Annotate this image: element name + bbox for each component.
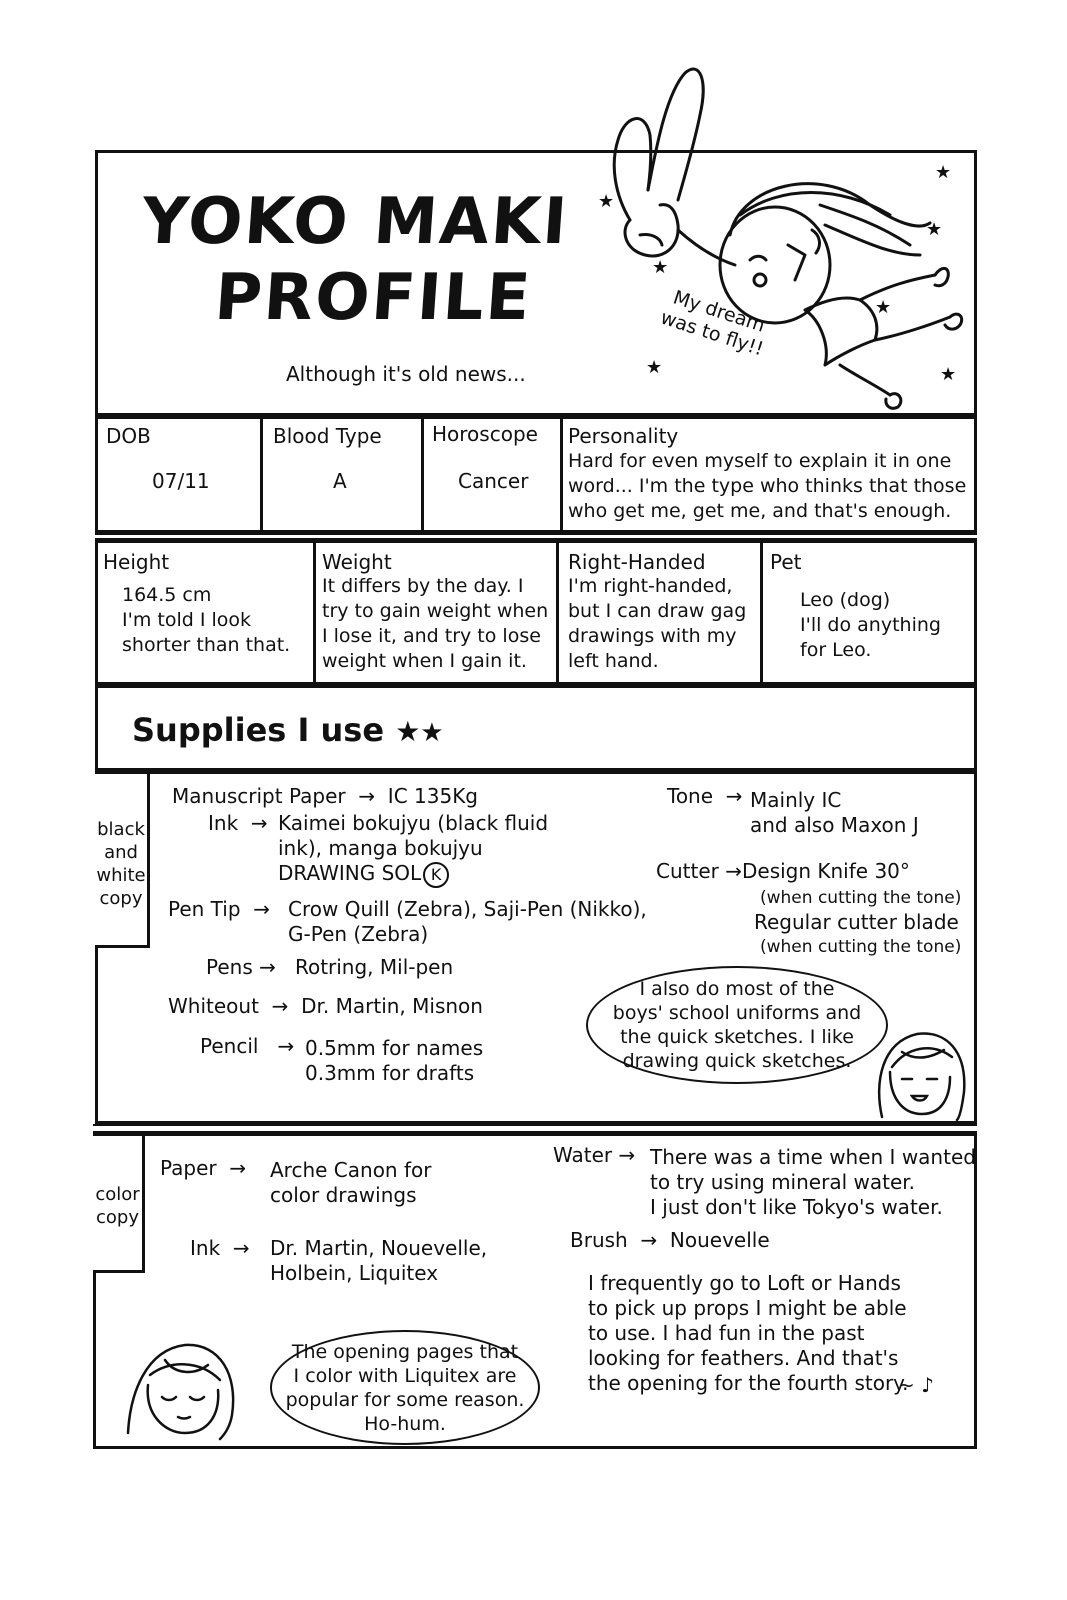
right-handed-value: I'm right-handed, but I can draw gag drawings with my left hand. [568,575,747,672]
height-value: 164.5 cm I'm told I look shorter than that. [122,584,291,656]
manuscript-value: IC 135Kg [387,784,479,808]
svg-text:★: ★ [598,191,615,212]
whiteout-label: Whiteout [168,994,259,1018]
cutter-row [656,859,910,884]
tone-label: Tone [667,784,714,808]
color-speech-bubble: The opening pages that I color with Liquitex are popular for some reason. Ho-hum. [270,1330,540,1445]
cutter-value-2: Regular cutter blade [754,910,959,934]
manuscript-row [172,784,478,809]
pentip-label-row [168,897,270,922]
personality-label: Personality [568,424,679,448]
pens-value: Rotring, Mil-pen [294,955,454,979]
divider [760,540,763,685]
pet-value: Leo (dog) I'll do anything for Leo. [800,589,941,661]
cutter-label: Cutter [656,859,719,883]
divider [260,416,263,533]
brush-value: Nouevelle [669,1228,770,1252]
paper-label: Paper [160,1156,217,1180]
divider [556,540,559,685]
svg-text:★: ★ [940,364,957,385]
blood-type-label: Blood Type [273,424,382,448]
pet-label: Pet [770,550,802,574]
personality-value: Hard for even myself to explain it in one word... I'm the type who thinks that those who get me, get me, and that's enough. [568,450,967,522]
arrow-icon: → [277,1034,295,1058]
pentip-value: Crow Quill (Zebra), Saji-Pen (Nikko), G-Pen (Zebra) [288,897,647,946]
double-rule [95,533,977,540]
weight-label: Weight [322,550,392,574]
height-label: Height [103,550,170,574]
color-ink-label: Ink [190,1236,221,1260]
flying-girl-illustration [590,55,980,415]
whiteout-row [168,994,483,1019]
arrow-icon: → [229,1156,247,1180]
star-icon: ★ [420,718,444,748]
whiteout-value: Dr. Martin, Misnon [301,994,483,1018]
arrow-icon: → [640,1228,658,1252]
circled-k: K [423,862,449,888]
girl-smiling-illustration [872,1022,972,1122]
ink-value-text: Kaimei bokujyu (black fluid ink), manga bokujyu DRAWING SOL [278,811,549,885]
divider [313,540,316,685]
fly-caption: My dream was to fly!! [657,286,768,361]
svg-text:★: ★ [926,219,943,240]
horoscope-value: Cancer [458,469,529,493]
weight-value: It differs by the day. I try to gain weight when I lose it, and try to lose weight when I gain it. [322,575,549,672]
svg-text:★: ★ [935,162,952,183]
dob-label: DOB [106,424,151,448]
divider [560,416,563,533]
pencil-label: Pencil [200,1034,259,1058]
color-note: I frequently go to Loft or Hands to pick up props I might be able to use. I had fun in the past looking for feathers. And that's the opening for the fourth story. [588,1271,909,1395]
color-ink-label-row [190,1236,250,1261]
arrow-icon: → [618,1143,636,1167]
title-line-1: YOKO MAKI [139,185,572,259]
color-ink-value: Dr. Martin, Nouevelle, Holbein, Liquitex [270,1236,488,1285]
cutter-value: Design Knife 30° [741,859,910,883]
dob-value: 07/11 [152,469,210,493]
supplies-heading-text: Supplies I use [132,711,385,749]
svg-text:★: ★ [652,257,669,278]
pencil-value: 0.5mm for names 0.3mm for drafts [305,1036,484,1085]
brush-row [570,1228,770,1253]
bw-copy-tag: black and white copy [95,771,150,948]
pens-label: Pens [206,955,253,979]
arrow-icon: → [232,1236,250,1260]
arrow-icon: → [253,897,271,921]
color-copy-tag: color copy [93,1133,145,1273]
arrow-icon: → [725,784,743,808]
pentip-label: Pen Tip [168,897,241,921]
manuscript-label: Manuscript Paper [172,784,346,808]
ink-value [278,811,548,888]
arrow-icon: → [725,859,742,883]
pencil-label-row [200,1034,294,1059]
blood-type-value: A [333,469,347,493]
right-handed-label: Right-Handed [568,550,706,574]
girl-sleepy-illustration [120,1335,250,1440]
title-line-2: PROFILE [212,261,535,335]
paper-value: Arche Canon for color drawings [270,1158,432,1207]
paper-label-row [160,1156,246,1181]
svg-text:★: ★ [646,357,663,378]
arrow-icon: → [259,955,276,979]
water-value: There was a time when I wanted to try using mineral water. I just don't like Tokyo's water. [650,1145,976,1219]
water-label: Water [553,1143,613,1167]
bw-speech-bubble: I also do most of the boys' school uniforms and the quick sketches. I like drawing quick sketches. [586,966,888,1084]
arrow-icon: → [271,994,289,1018]
arrow-icon: → [358,784,376,808]
svg-text:★: ★ [875,297,892,318]
brush-label: Brush [570,1228,628,1252]
subtitle: Although it's old news... [286,362,526,386]
ink-label-row [208,811,268,836]
star-icon: ★ [395,715,421,748]
arrow-icon: → [250,811,268,835]
cutter-note-1: (when cutting the tone) [760,888,962,908]
double-rule [93,1124,977,1133]
color-note-end: ~ ♪ [898,1373,934,1397]
tone-label-row [667,784,743,809]
tone-value: Mainly IC and also Maxon J [750,788,919,837]
ink-label: Ink [208,811,239,835]
divider [421,416,424,533]
pens-row [206,955,453,980]
supplies-heading [132,710,444,753]
cutter-note-2: (when cutting the tone) [760,937,962,957]
water-label-row [553,1143,635,1168]
horoscope-label: Horoscope [432,422,538,446]
